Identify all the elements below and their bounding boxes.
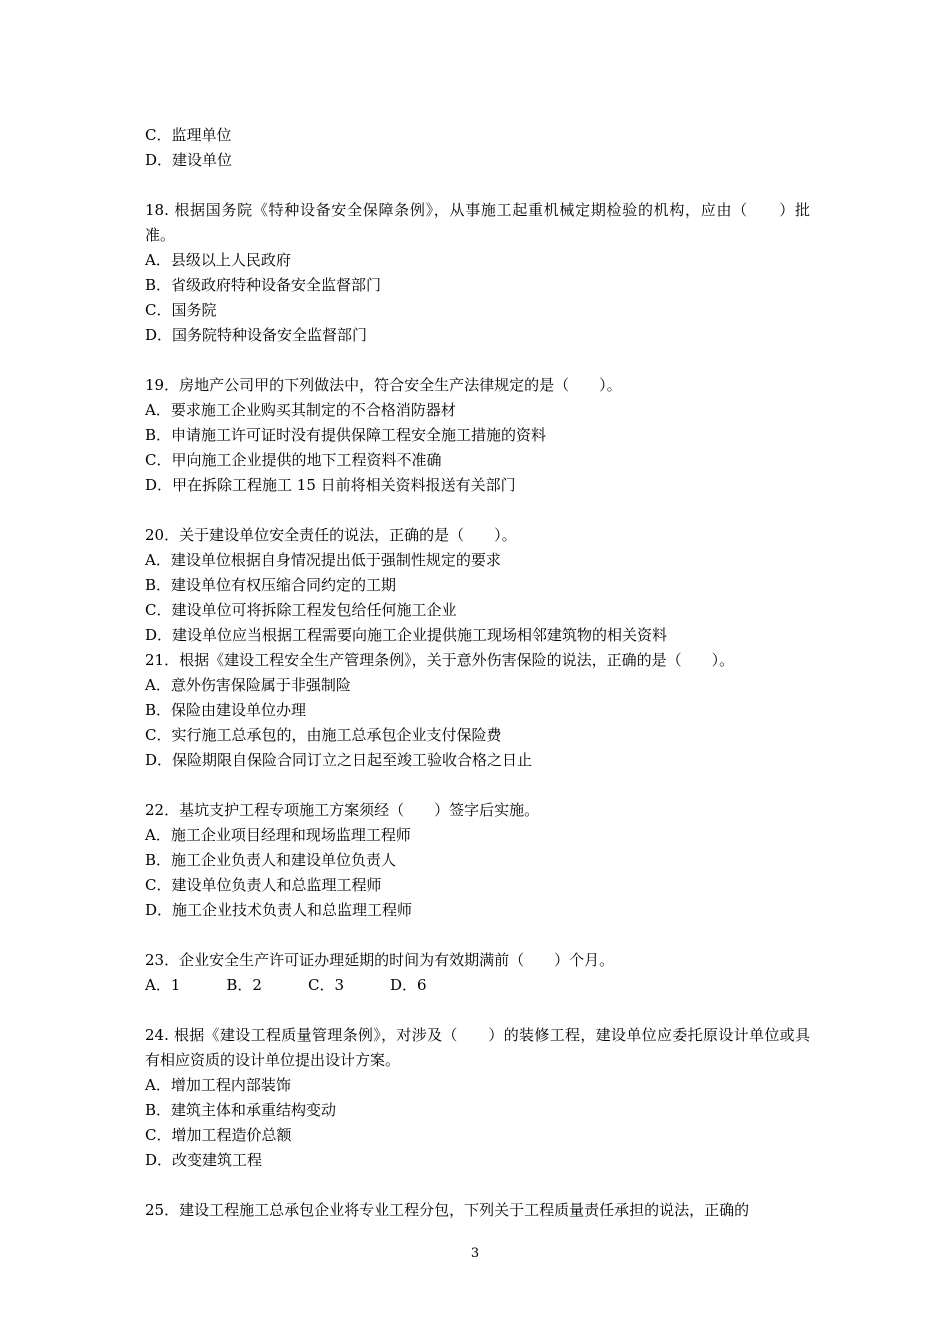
- option: C．监理单位: [145, 126, 232, 144]
- option: C．国务院: [145, 301, 217, 319]
- question-stem: 25．建设工程施工总承包企业将专业工程分包，下列关于工程质量责任承担的说法，正确的: [145, 1201, 750, 1219]
- option: D．建设单位应当根据工程需要向施工企业提供施工现场相邻建筑物的相关资料: [145, 626, 668, 644]
- option: B．申请施工许可证时没有提供保障工程安全施工措施的资料: [145, 426, 547, 444]
- question-21: [145, 648, 810, 773]
- option: C．增加工程造价总额: [145, 1126, 292, 1144]
- option: A．意外伤害保险属于非强制险: [145, 676, 351, 694]
- document-content: [145, 123, 810, 1223]
- option: D．保险期限自保险合同订立之日起至竣工验收合格之日止: [145, 751, 533, 769]
- question-stem: 24. 根据《建设工程质量管理条例》，对涉及（ ）的装修工程，建设单位应委托原设计单位或具有相应资质的设计单位提出设计方案。: [145, 1026, 810, 1069]
- option: B．建筑主体和承重结构变动: [145, 1101, 337, 1119]
- option: C．建设单位可将拆除工程发包给任何施工企业: [145, 601, 457, 619]
- option: A．建设单位根据自身情况提出低于强制性规定的要求: [145, 551, 501, 569]
- question-20: [145, 523, 810, 648]
- option: D．建设单位: [145, 151, 233, 169]
- inline-options: [145, 973, 810, 998]
- question-17-tail: [145, 123, 810, 173]
- question-23: [145, 948, 810, 998]
- option: A．县级以上人民政府: [145, 251, 291, 269]
- question-22: [145, 798, 810, 923]
- option: A．1: [145, 976, 181, 994]
- option: B．省级政府特种设备安全监督部门: [145, 276, 382, 294]
- option: C．3: [307, 976, 344, 994]
- question-18: [145, 198, 810, 348]
- question-stem: 21．根据《建设工程安全生产管理条例》，关于意外伤害保险的说法，正确的是（ ）。: [145, 651, 735, 669]
- option: D．6: [390, 976, 427, 994]
- question-24: [145, 1023, 810, 1173]
- option: C．甲向施工企业提供的地下工程资料不准确: [145, 451, 442, 469]
- question-stem: 20．关于建设单位安全责任的说法，正确的是（ ）。: [145, 526, 517, 544]
- option: B．保险由建设单位办理: [145, 701, 307, 719]
- question-stem: 18. 根据国务院《特种设备安全保障条例》，从事施工起重机械定期检验的机构，应由（ ）批准。: [145, 201, 810, 244]
- option: A．要求施工企业购买其制定的不合格消防器材: [145, 401, 456, 419]
- option: C．建设单位负责人和总监理工程师: [145, 876, 382, 894]
- question-stem: 22．基坑支护工程专项施工方案须经（ ）签字后实施。: [145, 801, 540, 819]
- option: A．增加工程内部装饰: [145, 1076, 291, 1094]
- option: B．建设单位有权压缩合同约定的工期: [145, 576, 397, 594]
- option: D．施工企业技术负责人和总监理工程师: [145, 901, 413, 919]
- option: D．甲在拆除工程施工 15 日前将相关资料报送有关部门: [145, 476, 516, 494]
- option: A．施工企业项目经理和现场监理工程师: [145, 826, 411, 844]
- question-19: [145, 373, 810, 498]
- question-stem: 23．企业安全生产许可证办理延期的时间为有效期满前（ ）个月。: [145, 951, 615, 969]
- option: B．2: [226, 976, 262, 994]
- question-stem: 19．房地产公司甲的下列做法中，符合安全生产法律规定的是（ ）。: [145, 376, 622, 394]
- option: C．实行施工总承包的，由施工总承包企业支付保险费: [145, 726, 502, 744]
- question-25: [145, 1198, 810, 1223]
- option: D．国务院特种设备安全监督部门: [145, 326, 368, 344]
- option: B．施工企业负责人和建设单位负责人: [145, 851, 397, 869]
- page-number: 3: [470, 1246, 480, 1261]
- option: D．改变建筑工程: [145, 1151, 263, 1169]
